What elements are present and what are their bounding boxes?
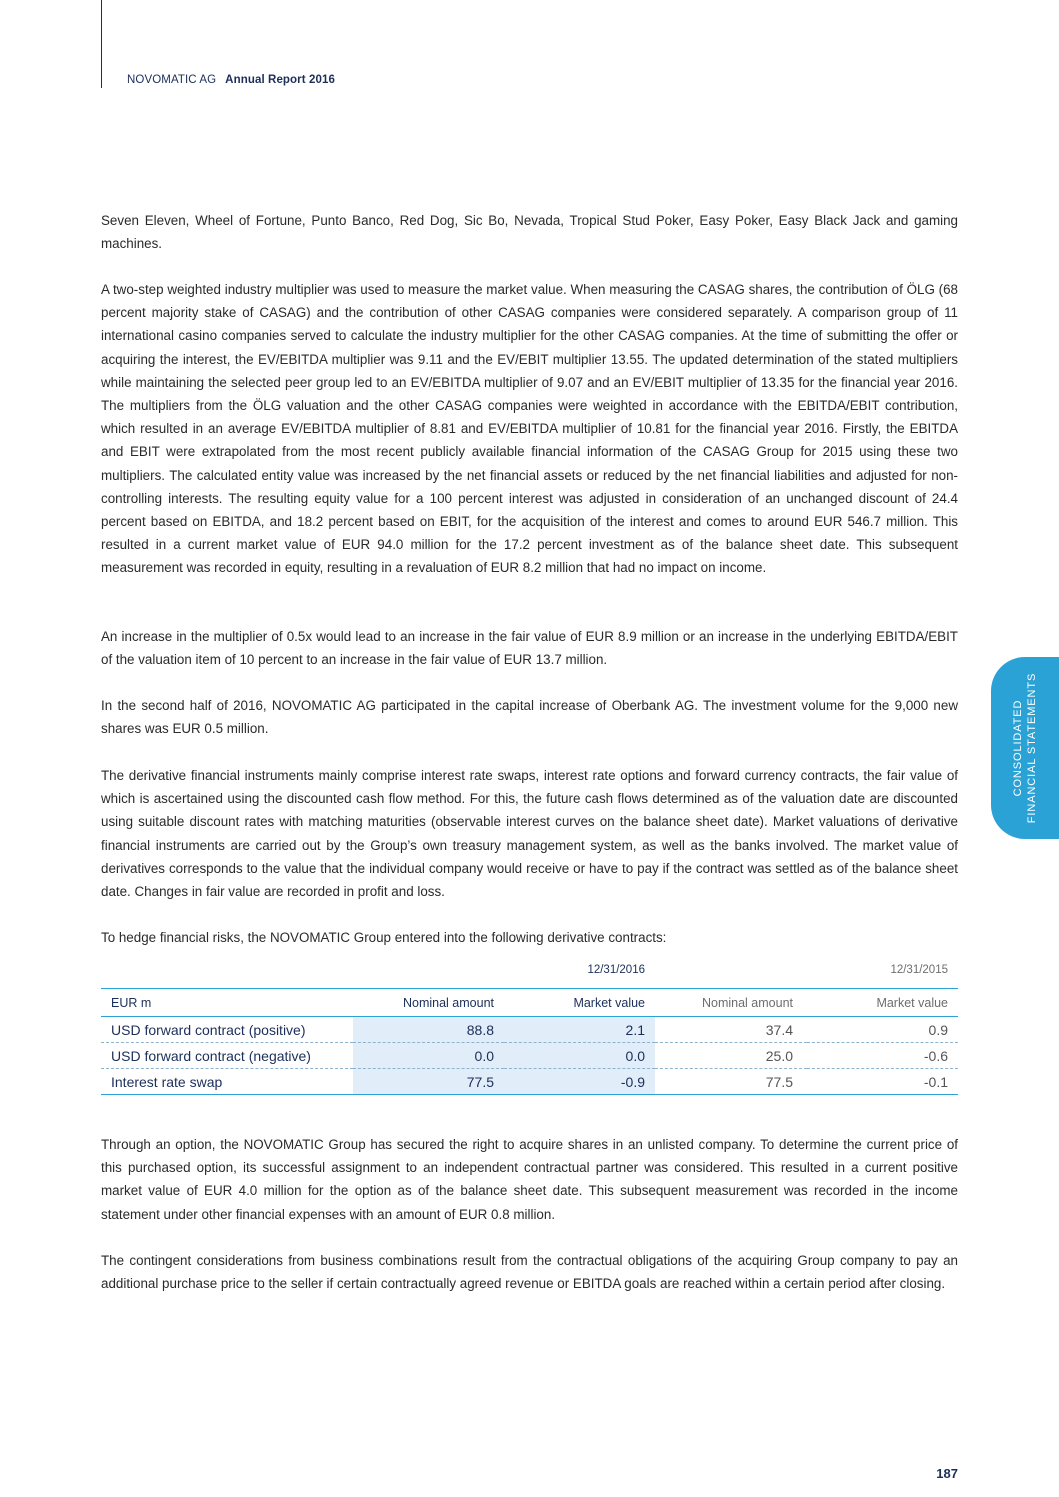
section-tab-label (1011, 673, 1039, 823)
cell-nominal-2015: 77.5 (655, 1069, 807, 1095)
page-header (127, 74, 335, 86)
cell-market-2016: 0.0 (504, 1043, 655, 1069)
section-tab[interactable] (991, 657, 1059, 839)
section-tab-line-2: FINANCIAL STATEMENTS (1025, 672, 1038, 824)
cell-market-2016: -0.9 (504, 1069, 655, 1095)
column-header-nominal-2015: Nominal amount (655, 989, 807, 1017)
company-name: NOVOMATIC AG (127, 74, 217, 86)
cell-market-2015: 0.9 (807, 1017, 958, 1043)
derivatives-table (101, 989, 958, 1095)
paragraph-industry-multiplier: A two-step weighted industry multiplier was used to measure the market value. When measuring the CASAG shares, the contribution of ÖLG (68 percent majority stake of CASAG) and the contribution of other CASAG companies were considered separately. A comparison group of 11 international casino companies served to calculate the industry multiplier for the other CASAG companies. At the time of submitting the offer or acquiring the interest, the EV/EBITDA multiplier was 9.11 and the EV/EBIT multiplier 13.55. The updated determination of the stated multipliers while maintaining the selected peer group led to an EV/EBITDA multiplier of 9.07 and an EV/EBIT multiplier of 13.35 for the financial year 2016. The multipliers from the ÖLG valuation and the other CASAG companies were weighted in accordance with the EBITDA/EBIT contribution, which resulted in an average EV/EBITDA multiplier of 8.81 and EV/EBITDA multiplier of 10.81 for the financial year 2016. Firstly, the EBITDA and EBIT were extrapolated from the most recent publicly available financial information of the CASAG Group for 2015 using these two multipliers. The calculated entity value was increased by the net financial assets or reduced by the net financial liabilities and adjusted for non-controlling interests. The resulting equity value for a 100 percent interest was adjusted in consideration of an unchanged discount of 24.4 percent based on EBITDA, and 18.2 percent based on EBIT, for the acquisition of the interest and comes to around EUR 546.7 million. This resulted in a current market value of EUR 94.0 million for the 17.2 percent investment as of the balance sheet date. This subsequent measurement was recorded in equity, resulting in a revaluation of EUR 8.2 million that had no impact on income. (101, 282, 958, 576)
period-2015: 12/31/2015 (890, 964, 948, 976)
table-period-row (101, 955, 958, 989)
paragraph-sensitivity: An increase in the multiplier of 0.5x would lead to an increase in the fair value of EUR 8.9 million or an increase in the underlying EBITDA/EBIT of the valuation item of 10 percent to an increase in the fair value of EUR 13.7 million. (101, 629, 958, 668)
table-header-row (101, 989, 958, 1017)
period-2016: 12/31/2016 (587, 964, 645, 976)
row-label: USD forward contract (positive) (101, 1017, 353, 1043)
column-header-market-2016: Market value (504, 989, 655, 1017)
report-title: Annual Report 2016 (225, 74, 335, 86)
row-label: Interest rate swap (101, 1069, 353, 1095)
paragraph-derivatives: The derivative financial instruments mainly comprise interest rate swaps, interest rate options and forward currency contracts, the fair value of which is ascertained using the discounted cash flow method. For this, the future cash flows determined as of the valuation date are discounted using suitable discount rates with matching maturities (observable interest curves on the balance sheet date). Market valuations of derivative financial instruments are carried out by the Group’s own treasury management system, as well as the banks involved. The market value of derivatives corresponds to the value that the individual company would receive or have to pay if the contract was settled as of the balance sheet date. Changes in fair value are recorded in profit and loss. (101, 768, 958, 900)
cell-nominal-2015: 25.0 (655, 1043, 807, 1069)
cell-market-2015: -0.1 (807, 1069, 958, 1095)
paragraph-games: Seven Eleven, Wheel of Fortune, Punto Banco, Red Dog, Sic Bo, Nevada, Tropical Stud Poker, Easy Poker, Easy Black Jack and gaming machines. (101, 213, 958, 252)
column-header-market-2015: Market value (807, 989, 958, 1017)
table-row (101, 1043, 958, 1069)
page-number: 187 (936, 1466, 958, 1481)
header-rule (101, 0, 102, 88)
paragraph-option: Through an option, the NOVOMATIC Group has secured the right to acquire shares in an unlisted company. To determine the current price of this purchased option, its successful assignment to an independent contractual partner was considered. This resulted in a current positive market value of EUR 4.0 million for the option as of the balance sheet date. This subsequent measurement was recorded in the income statement under other financial expenses with an amount of EUR 0.8 million. (101, 1137, 958, 1222)
cell-nominal-2016: 77.5 (353, 1069, 504, 1095)
derivative-contracts-table (101, 955, 958, 1095)
section-tab-line-1: CONSOLIDATED (1011, 699, 1024, 797)
table-row (101, 1069, 958, 1095)
cell-nominal-2015: 37.4 (655, 1017, 807, 1043)
paragraph-oberbank: In the second half of 2016, NOVOMATIC AG participated in the capital increase of Oberbank AG. The investment volume for the 9,000 new shares was EUR 0.5 million. (101, 698, 958, 737)
cell-nominal-2016: 88.8 (353, 1017, 504, 1043)
paragraph-contingent: The contingent considerations from business combinations result from the contractual obligations of the acquiring Group company to pay an additional purchase price to the seller if certain contractually agreed revenue or EBITDA goals are reached within a certain period after closing. (101, 1253, 958, 1292)
cell-market-2016: 2.1 (504, 1017, 655, 1043)
row-label: USD forward contract (negative) (101, 1043, 353, 1069)
cell-market-2015: -0.6 (807, 1043, 958, 1069)
cell-nominal-2016: 0.0 (353, 1043, 504, 1069)
table-row (101, 1017, 958, 1043)
paragraph-hedge-intro: To hedge financial risks, the NOVOMATIC Group entered into the following derivative contracts: (101, 930, 667, 945)
column-header-nominal-2016: Nominal amount (353, 989, 504, 1017)
column-header-unit: EUR m (101, 989, 353, 1017)
